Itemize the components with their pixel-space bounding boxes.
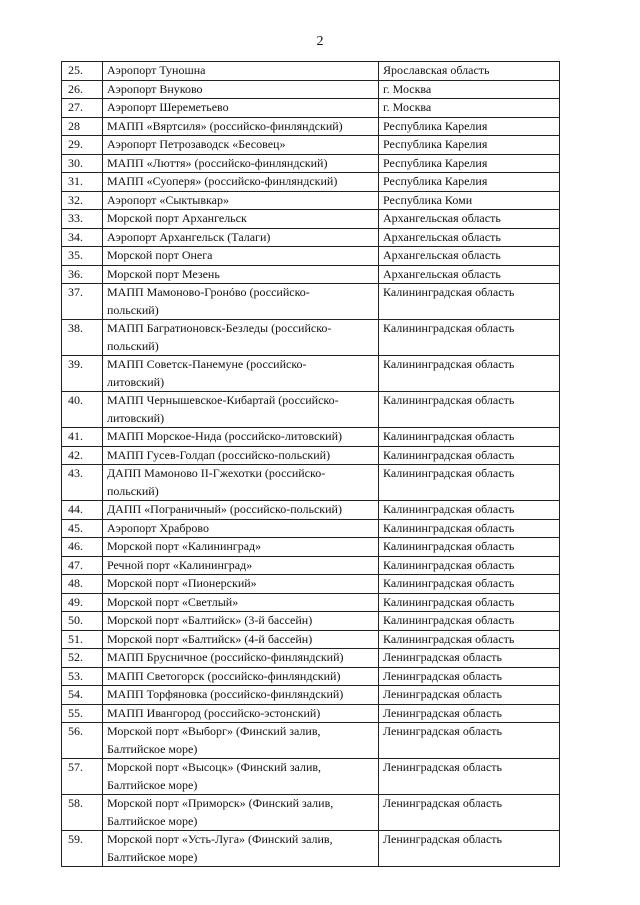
row-number: 38.	[62, 320, 103, 356]
region-name: Республика Карелия	[379, 173, 560, 192]
row-number: 30.	[62, 154, 103, 173]
table-row	[62, 723, 560, 759]
table-row	[62, 795, 560, 831]
region-name: Ленинградская область	[379, 667, 560, 686]
checkpoint-name: Речной порт «Калининград»	[103, 556, 379, 575]
checkpoint-name: МАПП Мамоново-Гронóво (российско- польский)	[103, 284, 379, 320]
row-number: 31.	[62, 173, 103, 192]
checkpoint-name: Морской порт «Балтийск» (4-й бассейн)	[103, 630, 379, 649]
region-name: Ленинградская область	[379, 686, 560, 705]
checkpoint-name: МАПП Гусев-Голдап (российско-польский)	[103, 446, 379, 465]
table-row	[62, 117, 560, 136]
table-row	[62, 210, 560, 229]
checkpoints-table	[61, 61, 560, 867]
region-name: Калининградская область	[379, 575, 560, 594]
checkpoint-name: ДАПП Мамоново II-Гжехотки (российско- польский)	[103, 465, 379, 501]
row-number: 25.	[62, 62, 103, 81]
row-number: 51.	[62, 630, 103, 649]
region-name: Республика Карелия	[379, 136, 560, 155]
row-number: 56.	[62, 723, 103, 759]
region-name: Калининградская область	[379, 519, 560, 538]
region-name: Республика Карелия	[379, 117, 560, 136]
checkpoint-name: Морской порт «Приморск» (Финский залив, Балтийское море)	[103, 795, 379, 831]
region-name: Калининградская область	[379, 392, 560, 428]
table-row	[62, 99, 560, 118]
table-row	[62, 356, 560, 392]
checkpoint-name: МАПП Торфяновка (российско-финляндский)	[103, 686, 379, 705]
table-row	[62, 320, 560, 356]
checkpoint-name: Морской порт «Калининград»	[103, 538, 379, 557]
row-number: 44.	[62, 501, 103, 520]
row-number: 27.	[62, 99, 103, 118]
table-row	[62, 428, 560, 447]
table-row	[62, 501, 560, 520]
region-name: Калининградская область	[379, 446, 560, 465]
table-row	[62, 667, 560, 686]
row-number: 37.	[62, 284, 103, 320]
checkpoint-name: Аэропорт Храброво	[103, 519, 379, 538]
table-row	[62, 704, 560, 723]
row-number: 52.	[62, 649, 103, 668]
table-row	[62, 62, 560, 81]
row-number: 35.	[62, 247, 103, 266]
row-number: 29.	[62, 136, 103, 155]
region-name: г. Москва	[379, 99, 560, 118]
row-number: 43.	[62, 465, 103, 501]
checkpoint-name: Морской порт «Выборг» (Финский залив, Балтийское море)	[103, 723, 379, 759]
checkpoint-name: Морской порт «Высоцк» (Финский залив, Балтийское море)	[103, 759, 379, 795]
checkpoint-name: МАПП «Вяртсиля» (российско-финляндский)	[103, 117, 379, 136]
checkpoint-name: Аэропорт «Сыктывкар»	[103, 191, 379, 210]
region-name: Архангельская область	[379, 228, 560, 247]
region-name: Ленинградская область	[379, 704, 560, 723]
row-number: 55.	[62, 704, 103, 723]
table-row	[62, 136, 560, 155]
table-row	[62, 556, 560, 575]
region-name: Калининградская область	[379, 428, 560, 447]
checkpoint-name: МАПП Светогорск (российско-финляндский)	[103, 667, 379, 686]
row-number: 49.	[62, 593, 103, 612]
region-name: Калининградская область	[379, 465, 560, 501]
row-number: 33.	[62, 210, 103, 229]
table-row	[62, 759, 560, 795]
row-number: 28	[62, 117, 103, 136]
table-row	[62, 446, 560, 465]
region-name: Калининградская область	[379, 356, 560, 392]
row-number: 58.	[62, 795, 103, 831]
row-number: 36.	[62, 265, 103, 284]
row-number: 59.	[62, 831, 103, 867]
row-number: 34.	[62, 228, 103, 247]
region-name: Ленинградская область	[379, 831, 560, 867]
row-number: 57.	[62, 759, 103, 795]
table-row	[62, 612, 560, 631]
checkpoint-name: Морской порт «Светлый»	[103, 593, 379, 612]
table-body	[62, 62, 560, 867]
checkpoint-name: Аэропорт Петрозаводск «Бесовец»	[103, 136, 379, 155]
table-row	[62, 593, 560, 612]
checkpoint-name: Морской порт Архангельск	[103, 210, 379, 229]
table-row	[62, 80, 560, 99]
checkpoint-name: МАПП Чернышевское-Кибартай (российско- литовский)	[103, 392, 379, 428]
row-number: 45.	[62, 519, 103, 538]
row-number: 42.	[62, 446, 103, 465]
checkpoint-name: Морской порт Мезень	[103, 265, 379, 284]
table-row	[62, 630, 560, 649]
table-row	[62, 191, 560, 210]
checkpoint-name: МАПП Советск-Панемуне (российско- литовский)	[103, 356, 379, 392]
row-number: 53.	[62, 667, 103, 686]
row-number: 54.	[62, 686, 103, 705]
row-number: 46.	[62, 538, 103, 557]
checkpoint-name: Морской порт «Пионерский»	[103, 575, 379, 594]
table-row	[62, 392, 560, 428]
row-number: 47.	[62, 556, 103, 575]
region-name: Архангельская область	[379, 265, 560, 284]
region-name: Ярославская область	[379, 62, 560, 81]
row-number: 40.	[62, 392, 103, 428]
region-name: Архангельская область	[379, 210, 560, 229]
table-row	[62, 247, 560, 266]
row-number: 41.	[62, 428, 103, 447]
checkpoint-name: МАПП Морское-Нида (российско-литовский)	[103, 428, 379, 447]
checkpoint-name: Морской порт «Балтийск» (3-й бассейн)	[103, 612, 379, 631]
region-name: Калининградская область	[379, 284, 560, 320]
region-name: Ленинградская область	[379, 795, 560, 831]
region-name: Республика Карелия	[379, 154, 560, 173]
checkpoint-name: ДАПП «Пограничный» (российско-польский)	[103, 501, 379, 520]
table-row	[62, 265, 560, 284]
region-name: Калининградская область	[379, 501, 560, 520]
region-name: Калининградская область	[379, 538, 560, 557]
checkpoint-name: МАПП «Суоперя» (российско-финляндский)	[103, 173, 379, 192]
region-name: Калининградская область	[379, 612, 560, 631]
table-row	[62, 284, 560, 320]
region-name: Калининградская область	[379, 630, 560, 649]
checkpoint-name: МАПП Багратионовск-Безледы (российско- польский)	[103, 320, 379, 356]
region-name: Калининградская область	[379, 320, 560, 356]
checkpoint-name: Аэропорт Архангельск (Талаги)	[103, 228, 379, 247]
page-number: 2	[316, 34, 324, 49]
table-row	[62, 173, 560, 192]
region-name: Ленинградская область	[379, 723, 560, 759]
table-row	[62, 575, 560, 594]
region-name: Ленинградская область	[379, 759, 560, 795]
checkpoint-name: Аэропорт Шереметьево	[103, 99, 379, 118]
region-name: Ленинградская область	[379, 649, 560, 668]
checkpoint-name: МАПП «Люття» (российско-финляндский)	[103, 154, 379, 173]
region-name: Архангельская область	[379, 247, 560, 266]
checkpoint-name: МАПП Брусничное (российско-финляндский)	[103, 649, 379, 668]
checkpoint-name: Морской порт Онега	[103, 247, 379, 266]
table-row	[62, 154, 560, 173]
row-number: 39.	[62, 356, 103, 392]
checkpoint-name: Аэропорт Внуково	[103, 80, 379, 99]
row-number: 26.	[62, 80, 103, 99]
checkpoint-name: МАПП Ивангород (российско-эстонский)	[103, 704, 379, 723]
checkpoint-name: Морской порт «Усть-Луга» (Финский залив, Балтийское море)	[103, 831, 379, 867]
table-row	[62, 228, 560, 247]
row-number: 50.	[62, 612, 103, 631]
region-name: Калининградская область	[379, 593, 560, 612]
table-row	[62, 686, 560, 705]
table-row	[62, 538, 560, 557]
row-number: 48.	[62, 575, 103, 594]
table-row	[62, 519, 560, 538]
region-name: Республика Коми	[379, 191, 560, 210]
row-number: 32.	[62, 191, 103, 210]
table-row	[62, 465, 560, 501]
table-row	[62, 649, 560, 668]
table-row	[62, 831, 560, 867]
region-name: Калининградская область	[379, 556, 560, 575]
checkpoint-name: Аэропорт Туношна	[103, 62, 379, 81]
region-name: г. Москва	[379, 80, 560, 99]
